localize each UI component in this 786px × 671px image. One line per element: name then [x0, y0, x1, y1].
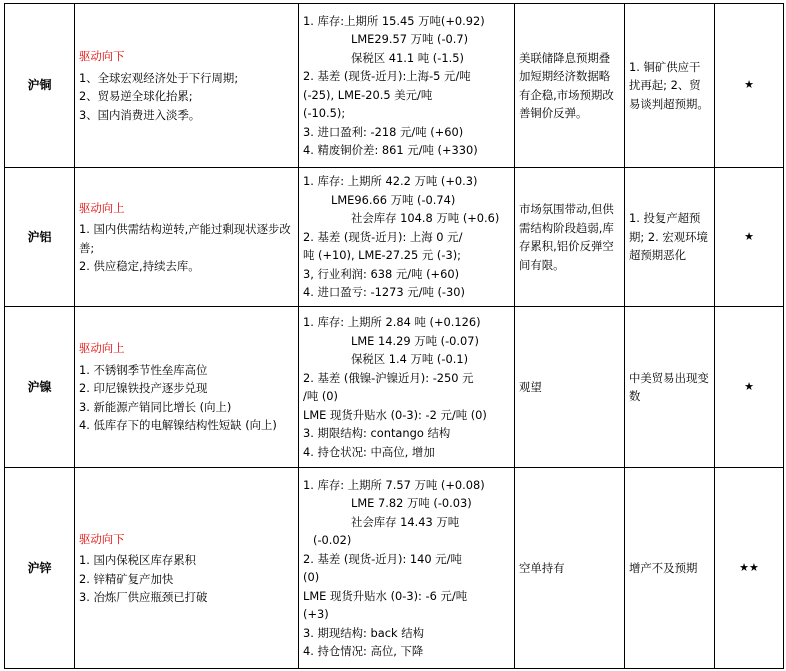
data-line: (-25), LME-20.5 美元/吨 [303, 87, 433, 102]
data-line: 保税区 1.4 万吨 (-0.1) [351, 352, 469, 366]
data-line: 1. 库存: 上期所 7.57 万吨 (+0.08) [303, 477, 485, 492]
data-line: 1. 库存: 上期所 42.2 万吨 (+0.3) [303, 174, 478, 189]
risk-cell: 1. 铜矿供应干扰再起; 2、贸易谈判超预期。 [625, 4, 715, 168]
sentiment-cell: 美联储降息预期叠加短期经济数据略有企稳,市场预期改善铜价反弹。 [515, 4, 625, 168]
data-line: 吨 (+10), LME-27.25 元 (-3); [303, 248, 461, 263]
data-line: 4. 持仓状况: 中高位, 增加 [303, 444, 435, 459]
rating-stars: ★★ [715, 468, 784, 669]
sentiment-cell: 空单持有 [515, 468, 625, 669]
data-line: 2. 基差 (现货-近月):上海-5 元/吨 [303, 69, 471, 83]
logic-line: 1. 国内保税区库存累积 [79, 553, 197, 567]
rating-stars: ★ [715, 168, 784, 307]
table-row [5, 468, 784, 669]
logic-line: 2. 供应稳定,持续去库。 [79, 259, 200, 273]
data-line: 保税区 41.1 吨 (-1.5) [351, 50, 464, 65]
logic-line: 1. 不锈钢季节性垒库高位 [79, 362, 208, 377]
data-line: LME 14.29 万吨 (-0.07) [351, 333, 479, 348]
driver-logic-cell [75, 4, 299, 168]
data-line: 3. 进口盈利: -218 元/吨 (+60) [303, 124, 464, 139]
data-cell [299, 307, 515, 468]
risk-cell: 增产不及预期 [625, 468, 715, 669]
data-line: 3, 行业利润: 638 元/吨 (+60) [303, 266, 460, 281]
data-line: /吨 (0) [303, 389, 338, 403]
data-line: 3. 期现结构: back 结构 [303, 625, 424, 640]
table-row [5, 4, 784, 168]
data-line: 4. 进口盈亏: -1273 元/吨 (-30) [303, 285, 465, 300]
data-line: 3. 期限结构: contango 结构 [303, 426, 451, 440]
logic-line: 3. 冶炼厂供应瓶颈已打破 [79, 590, 208, 604]
logic-line: 1. 国内供需结构逆转,产能过剩现状逐步改善; [79, 222, 291, 255]
logic-line: 3. 新能源产销同比增长 (向上) [79, 399, 232, 414]
logic-line: 4. 低库存下的电解镍结构性短缺 (向上) [79, 418, 277, 433]
logic-line: 2、贸易逆全球化抬累; [79, 89, 193, 103]
data-line: 2. 基差 (现货-近月): 140 元/吨 [303, 551, 462, 566]
table-row [5, 307, 784, 468]
logic-line: 2. 锌精矿复产加快 [79, 571, 174, 586]
commodity-analysis-table [4, 3, 784, 669]
sentiment-cell: 观望 [515, 307, 625, 468]
driver-logic-cell [75, 307, 299, 468]
data-line: 社会库存 14.43 万吨 [351, 514, 460, 529]
driver-logic-cell [75, 168, 299, 307]
data-line: 1. 库存:上期所 15.45 万吨(+0.92) [303, 13, 485, 28]
data-line: LME 7.82 万吨 (-0.03) [351, 496, 472, 510]
logic-line: 3、国内消费进入淡季。 [79, 107, 201, 122]
data-line: LME 现货升贴水 (0-3): -2 元/吨 (0) [303, 407, 487, 422]
commodity-name: 沪镍 [5, 307, 75, 468]
data-line: 2. 基差 (现货-近月): 上海 0 元/ [303, 229, 463, 244]
data-line: (0) [303, 570, 320, 584]
data-cell [299, 4, 515, 168]
driver-direction: 驱动向上 [79, 200, 125, 215]
driver-direction: 驱动向下 [79, 49, 125, 63]
logic-line: 1、全球宏观经济处于下行周期; [79, 70, 239, 85]
commodity-name: 沪铝 [5, 168, 75, 307]
driver-direction: 驱动向上 [79, 341, 125, 356]
rating-stars: ★ [715, 307, 784, 468]
commodity-name: 沪铜 [5, 4, 75, 168]
data-line: 4. 持仓情况: 高位, 下降 [303, 644, 424, 658]
driver-direction: 驱动向下 [79, 531, 125, 546]
data-cell [299, 468, 515, 669]
data-line: LME96.66 万吨 (-0.74) [331, 192, 456, 207]
data-line: (+3) [303, 607, 329, 621]
data-line: (-0.02) [313, 533, 352, 547]
table-row [5, 168, 784, 307]
commodity-name: 沪锌 [5, 468, 75, 669]
driver-logic-cell [75, 468, 299, 669]
sentiment-cell: 市场氛围带动,但供需结构阶段趋弱,库存累积,铝价反弹空间有限。 [515, 168, 625, 307]
rating-stars: ★ [715, 4, 784, 168]
data-line: LME 现货升贴水 (0-3): -6 元/吨 [303, 588, 468, 603]
data-line: LME29.57 万吨 (-0.7) [351, 32, 469, 46]
risk-cell: 1. 投复产超预期; 2. 宏观环境超预期恶化 [625, 168, 715, 307]
data-cell [299, 168, 515, 307]
data-line: 4. 精废铜价差: 861 元/吨 (+330) [303, 143, 478, 157]
data-line: (-10.5); [303, 106, 346, 120]
data-line: 2. 基差 (俄镍-沪镍近月): -250 元 [303, 370, 474, 385]
data-line: 1. 库存: 上期所 2.84 吨 (+0.126) [303, 315, 481, 329]
logic-line: 2. 印尼镍铁投产逐步兑现 [79, 381, 208, 396]
risk-cell: 中美贸易出现变数 [625, 307, 715, 468]
data-line: 社会库存 104.8 万吨 (+0.6) [351, 211, 500, 226]
